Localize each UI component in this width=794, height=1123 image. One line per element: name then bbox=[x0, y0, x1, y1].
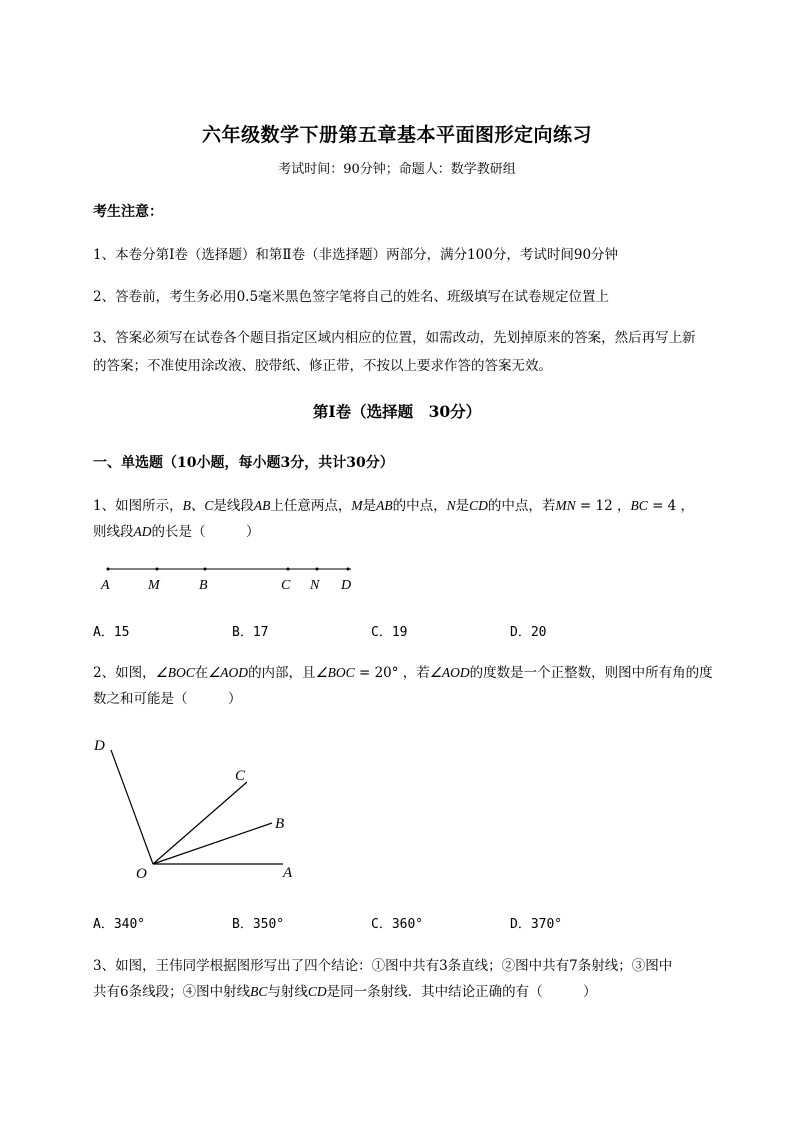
q2-math: ∠AOD bbox=[429, 665, 470, 680]
part-heading: 一、单选题（10小题，每小题3分，共计30分） bbox=[93, 455, 394, 471]
q1-text: = 4 ， bbox=[647, 498, 695, 514]
q2-option-a[interactable]: A．340° bbox=[93, 917, 146, 932]
q1-options bbox=[93, 621, 653, 640]
q1-text: 1、如图所示， bbox=[93, 498, 183, 514]
section-title: 第Ⅰ卷（选择题 30分） bbox=[312, 402, 482, 421]
q1-text: 上任意两点， bbox=[270, 498, 352, 514]
ray-od bbox=[111, 750, 153, 864]
q2-text: 2、如图， bbox=[93, 665, 156, 681]
notice-item-1: 1、本卷分第Ⅰ卷（选择题）和第Ⅱ卷（非选择题）两部分，满分100分，考试时间90分钟 bbox=[93, 247, 619, 263]
q2-option-b[interactable]: B．350° bbox=[232, 917, 285, 932]
q1-option-b[interactable]: B．17 bbox=[232, 625, 269, 640]
q2-options bbox=[93, 913, 653, 932]
q3-text: 与射线 bbox=[267, 984, 308, 1000]
q1-math: MN bbox=[555, 498, 576, 513]
notice-item-3-line-2: 的答案；不准使用涂改液、胶带纸、修正带，不按以上要求作答的答案无效。 bbox=[93, 358, 552, 374]
q1-math: M bbox=[351, 498, 363, 513]
label-b: B bbox=[199, 578, 208, 593]
q3-math: BC bbox=[250, 984, 268, 999]
label-n: N bbox=[310, 578, 320, 593]
label-c: C bbox=[281, 578, 291, 593]
q1-text: 的中点，若 bbox=[487, 498, 556, 514]
point-m bbox=[156, 568, 159, 571]
q1-math: CD bbox=[469, 498, 488, 513]
point-n bbox=[316, 568, 319, 571]
q2-text: 的度数是一个正整数，则图中所有角的度 bbox=[469, 665, 713, 681]
label-a: A bbox=[101, 578, 110, 593]
notice-item-2: 2、答卷前，考生务必用0.5毫米黑色签字笔将自己的姓名、班级填写在试卷规定位置上 bbox=[93, 289, 610, 305]
q1-text: 的中点， bbox=[392, 498, 447, 514]
point-d bbox=[347, 568, 350, 571]
q1-text: 的长是（ ） bbox=[151, 524, 260, 540]
q1-option-d[interactable]: D．20 bbox=[510, 625, 547, 640]
q2-option-d[interactable]: D．370° bbox=[510, 917, 563, 932]
q1-math: AD bbox=[133, 524, 152, 539]
q2-math: ∠AOD bbox=[208, 665, 249, 680]
q2-math: ∠BOC bbox=[315, 665, 355, 680]
q2-option-c[interactable]: C．360° bbox=[371, 917, 424, 932]
ray-oc bbox=[153, 782, 247, 864]
point-c bbox=[287, 568, 290, 571]
q3-text: 共有6条线段；④图中射线 bbox=[93, 984, 251, 1000]
q1-math: AB bbox=[253, 498, 271, 513]
ray-ob bbox=[153, 823, 272, 864]
q1-text: 是线段 bbox=[213, 498, 254, 514]
label-a: A bbox=[283, 865, 293, 881]
page-title: 六年级数学下册第五章基本平面图形定向练习 bbox=[201, 124, 592, 146]
q1-math: AB bbox=[376, 498, 393, 513]
point-a bbox=[107, 568, 110, 571]
q2-angle-figure bbox=[85, 728, 315, 888]
label-b: B bbox=[275, 816, 285, 832]
label-c: C bbox=[235, 768, 246, 784]
question-1-line-2 bbox=[93, 520, 260, 540]
label-o: O bbox=[136, 866, 147, 882]
question-3-line-2 bbox=[93, 980, 597, 1000]
q1-math: B、C bbox=[182, 498, 214, 513]
q2-text: = 20° ，若 bbox=[354, 665, 430, 681]
question-2-line-2: 数之和可能是（ ） bbox=[93, 691, 242, 707]
notice-heading: 考生注意： bbox=[93, 204, 163, 220]
question-1-line-1 bbox=[93, 494, 694, 514]
q1-text: 是 bbox=[362, 498, 377, 514]
notice-item-3-line-1: 3、答案必须写在试卷各个题目指定区域内相应的位置，如需改动，先划掉原来的答案，然后再写上新 bbox=[93, 330, 696, 346]
q1-line-figure bbox=[95, 560, 365, 596]
label-m: M bbox=[148, 578, 160, 593]
q1-text: 则线段 bbox=[93, 524, 134, 540]
q1-option-a[interactable]: A．15 bbox=[93, 625, 130, 640]
q2-math: ∠BOC bbox=[155, 665, 195, 680]
point-b bbox=[204, 568, 207, 571]
label-d: D bbox=[341, 578, 352, 593]
question-2-line-1 bbox=[93, 661, 713, 681]
q1-text: = 12 ， bbox=[575, 498, 631, 514]
exam-info: 考试时间：90分钟；命题人：数学教研组 bbox=[278, 162, 516, 177]
q1-math: BC bbox=[630, 498, 648, 513]
q2-text: 在 bbox=[194, 665, 209, 681]
q2-text: 的内部，且 bbox=[248, 665, 316, 681]
q3-text: 是同一条射线．其中结论正确的有（ ） bbox=[326, 984, 597, 1000]
q3-math: CD bbox=[307, 984, 327, 999]
question-3-line-1: 3、如图，王伟同学根据图形写出了四个结论：①图中共有3条直线；②图中共有7条射线；③图中 bbox=[93, 958, 673, 974]
q1-option-c[interactable]: C．19 bbox=[371, 625, 408, 640]
label-d: D bbox=[94, 738, 105, 754]
q1-text: 是 bbox=[455, 498, 470, 514]
q1-math: N bbox=[446, 498, 456, 513]
